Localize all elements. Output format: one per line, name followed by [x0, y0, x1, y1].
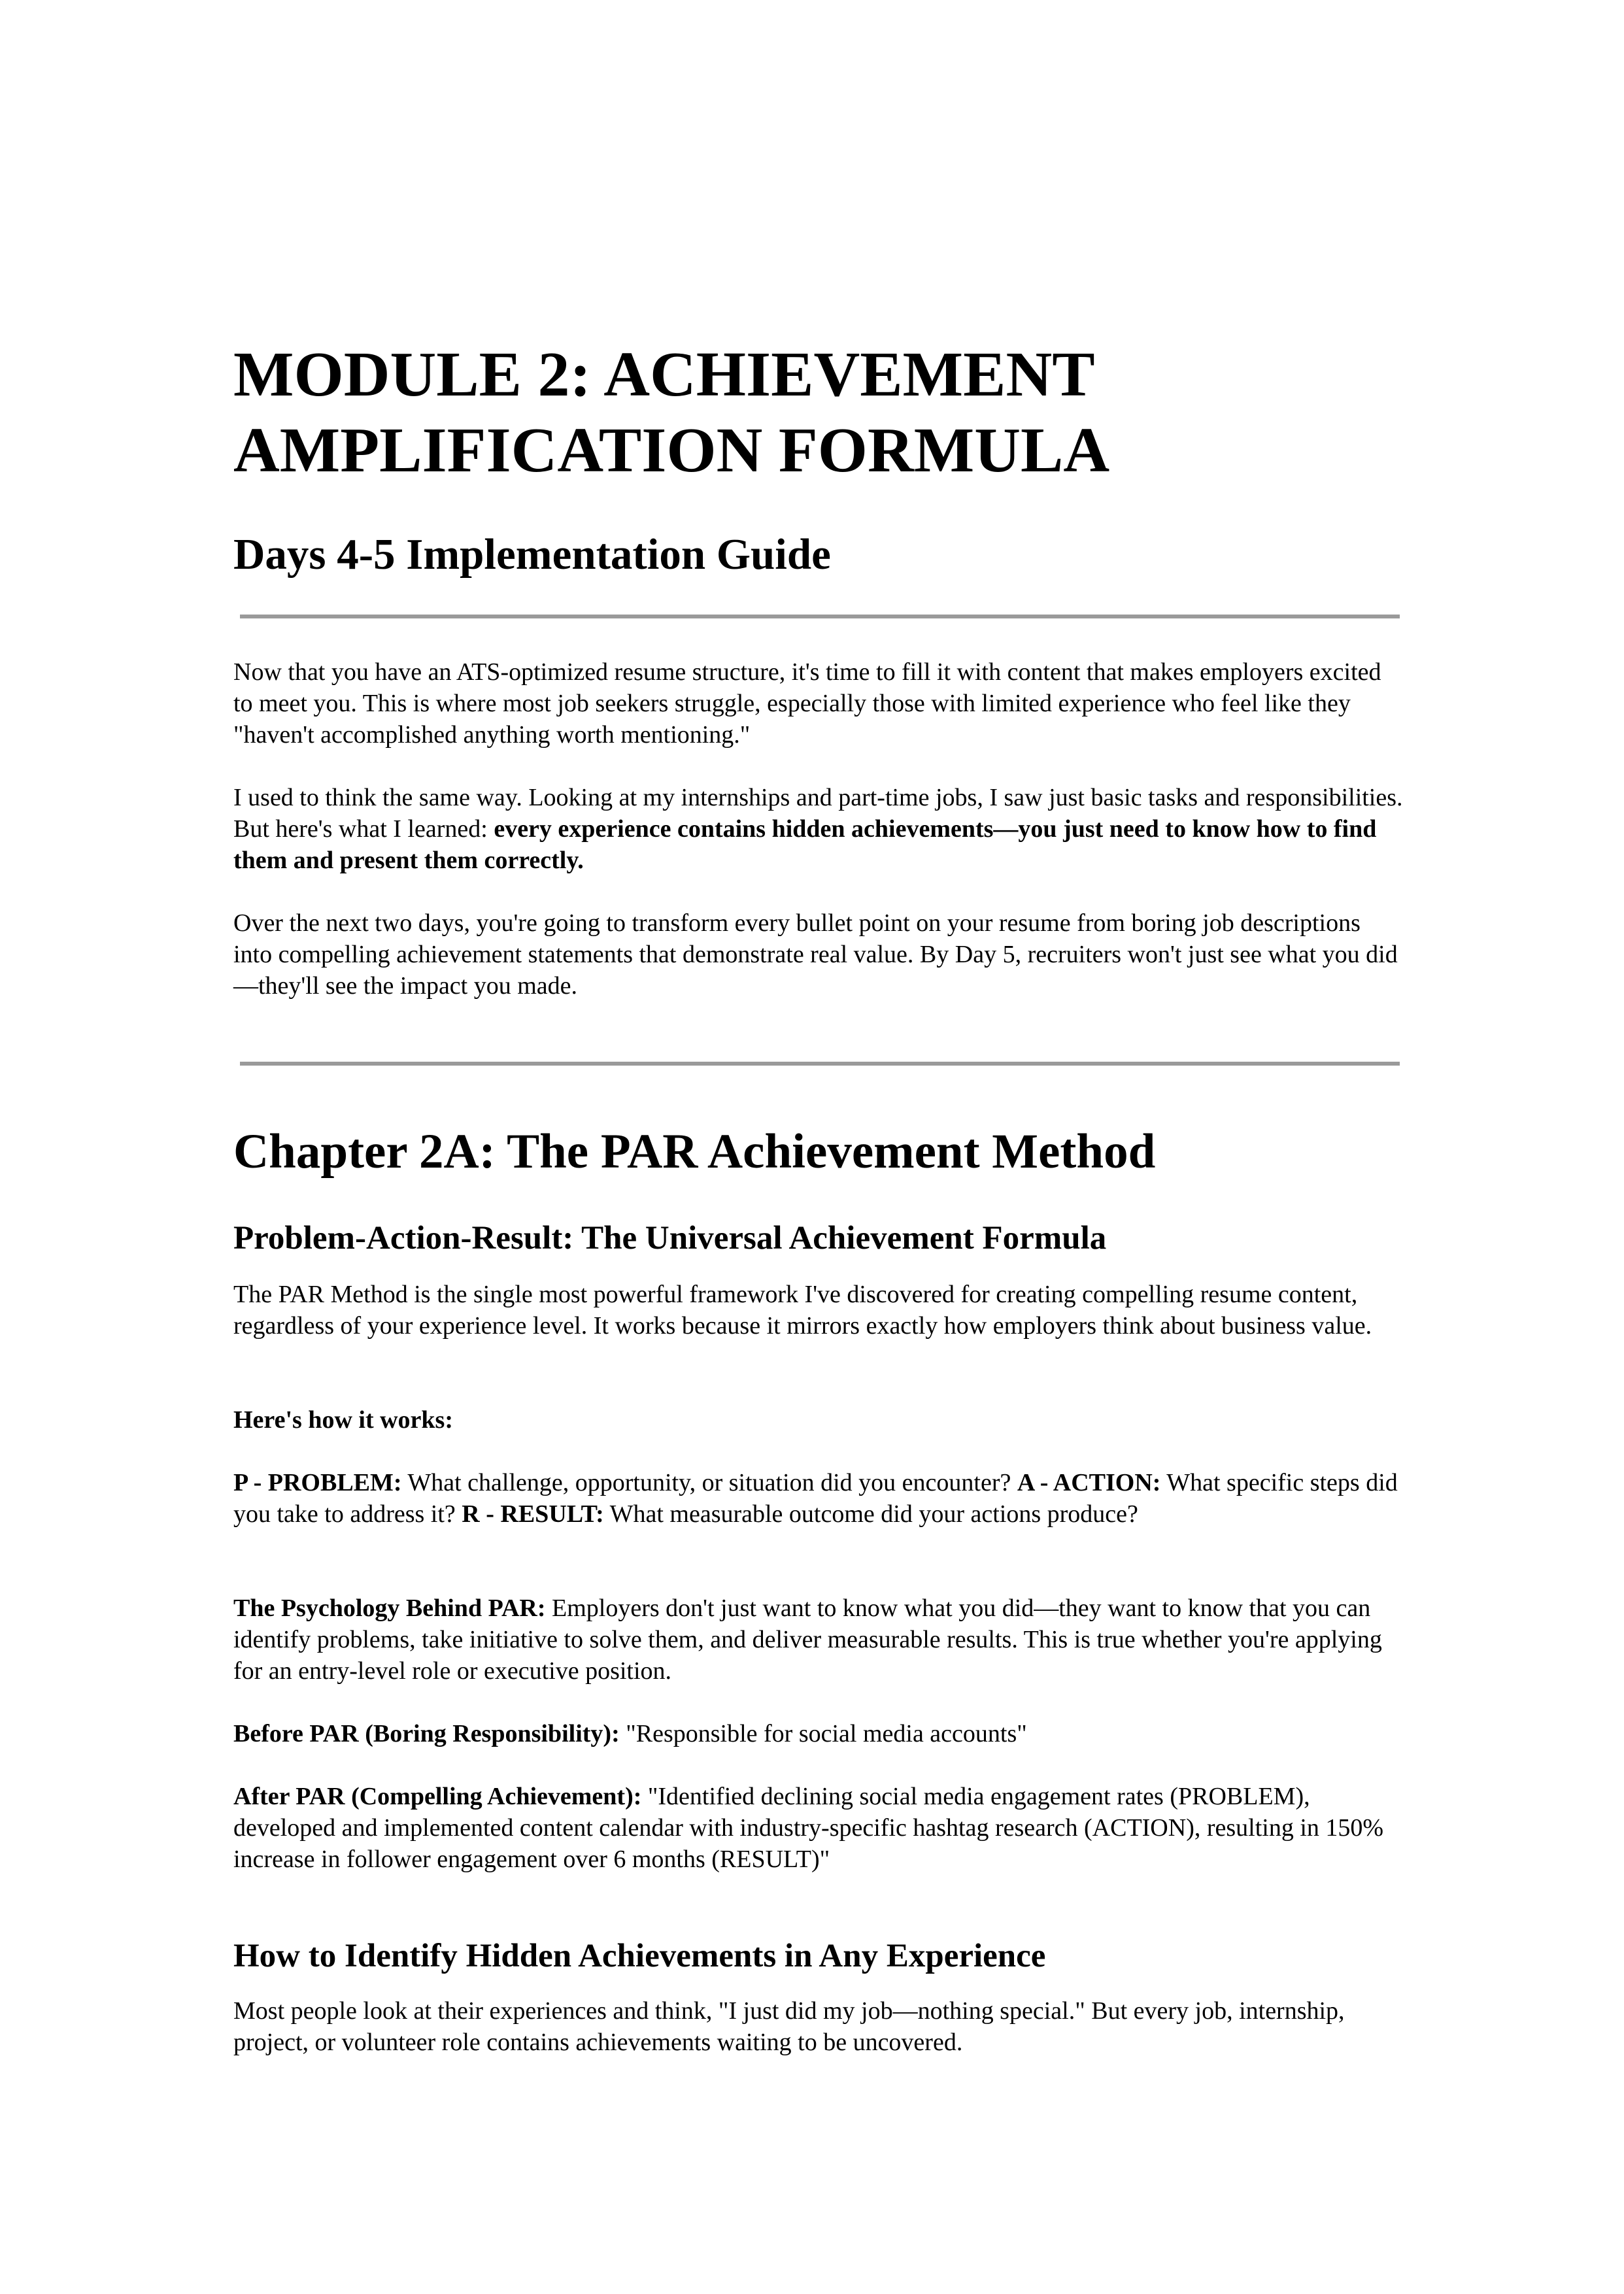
- action-text: What specific steps did you take to address it?: [233, 1469, 1398, 1528]
- module-title-line1: MODULE 2: ACHIEVEMENT: [233, 339, 1095, 410]
- problem-text: What challenge, opportunity, or situation did you encounter?: [401, 1469, 1017, 1496]
- how-it-works-label: [233, 1404, 1404, 1436]
- intro-paragraph-2: [233, 782, 1404, 876]
- psychology-paragraph: [233, 1593, 1404, 1687]
- intro-paragraph-3: Over the next two days, you're going to transform every bullet point on your resume from boring job descriptions into compelling achievement statements that demonstrate real value. By Day 5, recruiters won't just see what you did—they'll see the impact you made.: [233, 909, 1398, 1000]
- action-label: A - ACTION:: [1017, 1469, 1161, 1496]
- psychology-label: The Psychology Behind PAR:: [233, 1594, 546, 1622]
- before-par-paragraph: [233, 1718, 1404, 1749]
- after-par-paragraph: [233, 1781, 1404, 1875]
- par-definition-paragraph: [233, 1467, 1404, 1530]
- module-title: [233, 337, 1400, 488]
- psychology-text: Employers don't just want to know what you did—they want to know that you can identify problems, take initiative to solve them, and deliver measurable results. This is true whether you're applying for an entry-level role or executive position.: [233, 1594, 1382, 1685]
- chapter-heading: Chapter 2A: The PAR Achievement Method: [233, 1124, 1156, 1179]
- how-it-works-text: Here's how it works:: [233, 1406, 453, 1434]
- result-text: What measurable outcome did your actions produce?: [603, 1500, 1138, 1528]
- par-intro-paragraph: The PAR Method is the single most powerful framework I've discovered for creating compelling resume content, regardless of your experience level. It works because it mirrors exactly how employers think about business value.: [233, 1281, 1372, 1340]
- before-par-label: Before PAR (Boring Responsibility):: [233, 1720, 620, 1747]
- problem-label: P - PROBLEM:: [233, 1469, 402, 1496]
- divider-rule: [240, 1062, 1400, 1066]
- hidden-achievements-heading: How to Identify Hidden Achievements in Any Experience: [233, 1938, 1046, 1974]
- intro-paragraph-1: Now that you have an ATS-optimized resume structure, it's time to fill it with content that makes employers excited to meet you. This is where most job seekers struggle, especially those with limited experience who feel like they "haven't accomplished anything worth mentioning.": [233, 658, 1381, 749]
- after-par-label: After PAR (Compelling Achievement):: [233, 1783, 642, 1810]
- module-title-line2: AMPLIFICATION FORMULA: [233, 415, 1110, 486]
- intro-paragraph-2-emphasis: every experience contains hidden achievements—you just need to know how to find them and present them correctly.: [233, 815, 1377, 874]
- after-par-text: "Identified declining social media engagement rates (PROBLEM), developed and implemented content calendar with industry-specific hashtag research (ACTION), resulting in 150% increase in follower engagement over 6 months (RESULT)": [233, 1783, 1384, 1873]
- before-par-text: "Responsible for social media accounts": [619, 1720, 1027, 1747]
- par-formula-heading: Problem-Action-Result: The Universal Achievement Formula: [233, 1220, 1107, 1257]
- hidden-achievements-paragraph: Most people look at their experiences and think, "I just did my job—nothing special." But every job, internship, project, or volunteer role contains achievements waiting to be uncovered.: [233, 1997, 1345, 2056]
- result-label: R - RESULT:: [462, 1500, 604, 1528]
- divider-rule: [240, 615, 1400, 618]
- intro-paragraph-2-text: I used to think the same way. Looking at my internships and part-time jobs, I saw just basic tasks and responsibilities. But here's what I learned:: [233, 784, 1403, 843]
- implementation-guide-heading: Days 4-5 Implementation Guide: [233, 530, 831, 579]
